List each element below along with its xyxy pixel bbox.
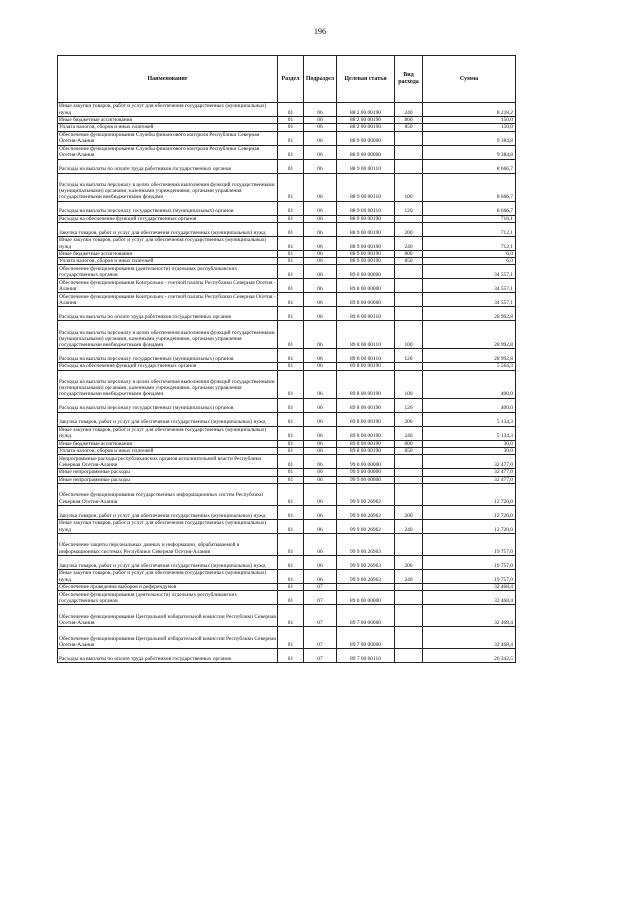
row-podrazdel: 06 bbox=[304, 476, 337, 483]
row-podrazdel: 06 bbox=[304, 145, 337, 159]
row-podrazdel: 06 bbox=[304, 363, 337, 370]
row-name: Иные бюджетные ассигнования bbox=[58, 440, 278, 447]
row-podrazdel: 07 bbox=[304, 591, 337, 605]
table-row bbox=[58, 117, 516, 124]
row-podrazdel: 06 bbox=[304, 555, 337, 569]
row-podrazdel: 06 bbox=[304, 215, 337, 222]
row-sum: 30,0 bbox=[423, 440, 516, 447]
row-podrazdel: 06 bbox=[304, 321, 337, 349]
row-name: Обеспечение функционирования государственных информационных систем Республики Северная Осетия-Алания bbox=[58, 483, 278, 505]
row-sum: 32 468,4 bbox=[423, 605, 516, 627]
row-vid: 200 bbox=[395, 555, 423, 569]
row-razdel: 01 bbox=[278, 117, 304, 124]
row-razdel: 01 bbox=[278, 363, 304, 370]
row-razdel: 01 bbox=[278, 349, 304, 363]
table-row bbox=[58, 455, 516, 469]
row-name: Обеспечение функционирования Службы финансового контроля Республики Северная Осетия-Алания bbox=[58, 145, 278, 159]
table-row bbox=[58, 307, 516, 321]
table-row bbox=[58, 583, 516, 590]
row-podrazdel: 06 bbox=[304, 519, 337, 533]
table-row bbox=[58, 627, 516, 649]
row-name: Иные закупки товаров, работ и услуг для обеспечения государственных (муниципальных) нужд bbox=[58, 519, 278, 533]
row-target: 89 8 00 00110 bbox=[337, 321, 395, 349]
table-body bbox=[58, 103, 516, 663]
row-name: Расходы на выплаты по оплате труда работников государственных органов bbox=[58, 649, 278, 663]
row-razdel: 01 bbox=[278, 293, 304, 307]
table-row bbox=[58, 173, 516, 201]
row-target: 89 7 00 00000 bbox=[337, 627, 395, 649]
row-target: 99 9 00 26963 bbox=[337, 533, 395, 555]
page-number: 196 bbox=[314, 27, 326, 36]
row-podrazdel: 06 bbox=[304, 201, 337, 215]
row-razdel: 01 bbox=[278, 215, 304, 222]
row-sum: 32 477,0 bbox=[423, 469, 516, 476]
row-razdel: 01 bbox=[278, 173, 304, 201]
table-row bbox=[58, 519, 516, 533]
row-target: 88 9 00 00110 bbox=[337, 201, 395, 215]
row-podrazdel: 07 bbox=[304, 583, 337, 590]
row-name: Иные закупки товаров, работ и услуг для обеспечения государственных (муниципальных) нужд bbox=[58, 569, 278, 583]
row-sum: 32 468,4 bbox=[423, 591, 516, 605]
row-name: Закупка товаров, работ и услуг для обеспечения государственных (муниципальных) нужд bbox=[58, 555, 278, 569]
row-podrazdel: 06 bbox=[304, 426, 337, 440]
row-vid bbox=[395, 649, 423, 663]
row-razdel: 01 bbox=[278, 103, 304, 117]
row-name: Расходы на выплаты персоналу в целях обеспечения выполнения функций государственными (муниципальными) органами, казенными учреждениями, органами управления государственными внебюджетными фондами bbox=[58, 370, 278, 398]
row-name: Уплата налогов, сборов и иных платежей bbox=[58, 448, 278, 455]
row-podrazdel: 06 bbox=[304, 440, 337, 447]
row-razdel: 01 bbox=[278, 533, 304, 555]
row-target: 99 9 00 26963 bbox=[337, 555, 395, 569]
table-header-row bbox=[58, 56, 516, 103]
row-vid: 200 bbox=[395, 412, 423, 426]
row-sum: 5 134,3 bbox=[423, 426, 516, 440]
row-podrazdel: 06 bbox=[304, 117, 337, 124]
row-razdel: 01 bbox=[278, 519, 304, 533]
row-target: 89 8 00 00190 bbox=[337, 426, 395, 440]
row-razdel: 01 bbox=[278, 279, 304, 293]
row-target: 99 9 00 26963 bbox=[337, 569, 395, 583]
row-vid: 240 bbox=[395, 236, 423, 250]
row-name: Расходы на выплаты персоналу государственных (муниципальных) органов bbox=[58, 349, 278, 363]
row-target: 89 8 00 00190 bbox=[337, 363, 395, 370]
table-row bbox=[58, 649, 516, 663]
row-name: Уплата налогов, сборов и иных платежей bbox=[58, 124, 278, 131]
row-razdel: 01 bbox=[278, 649, 304, 663]
row-sum: 28 992,8 bbox=[423, 307, 516, 321]
row-name: Иные закупки товаров, работ и услуг для обеспечения государственных (муниципальных) нужд bbox=[58, 236, 278, 250]
row-podrazdel: 06 bbox=[304, 236, 337, 250]
row-vid: 850 bbox=[395, 258, 423, 265]
row-name: Непрограммные расходы республиканских органов исполнительной власти Республики Северная Осетия-Алания bbox=[58, 455, 278, 469]
row-name: Иные непрограммные расходы bbox=[58, 469, 278, 476]
row-podrazdel: 06 bbox=[304, 103, 337, 117]
row-target: 89 8 00 00190 bbox=[337, 412, 395, 426]
row-razdel: 01 bbox=[278, 201, 304, 215]
row-name: Иные бюджетные ассигнования bbox=[58, 250, 278, 257]
row-target: 89 0 00 00000 bbox=[337, 265, 395, 279]
row-podrazdel: 06 bbox=[304, 533, 337, 555]
row-vid bbox=[395, 159, 423, 173]
table-row bbox=[58, 124, 516, 131]
row-vid: 240 bbox=[395, 103, 423, 117]
row-sum: 34 557,1 bbox=[423, 265, 516, 279]
table-row bbox=[58, 145, 516, 159]
row-razdel: 01 bbox=[278, 398, 304, 412]
table-row bbox=[58, 363, 516, 370]
row-podrazdel: 06 bbox=[304, 279, 337, 293]
row-vid bbox=[395, 145, 423, 159]
row-target: 89 7 00 00110 bbox=[337, 649, 395, 663]
row-razdel: 01 bbox=[278, 258, 304, 265]
row-vid: 800 bbox=[395, 440, 423, 447]
row-vid: 200 bbox=[395, 505, 423, 519]
row-podrazdel: 06 bbox=[304, 258, 337, 265]
row-razdel: 01 bbox=[278, 145, 304, 159]
row-razdel: 01 bbox=[278, 236, 304, 250]
row-podrazdel: 06 bbox=[304, 455, 337, 469]
row-sum: 34 557,1 bbox=[423, 279, 516, 293]
row-target: 88 2 00 00190 bbox=[337, 103, 395, 117]
row-sum: 8 666,7 bbox=[423, 201, 516, 215]
row-vid bbox=[395, 583, 423, 590]
table-row bbox=[58, 321, 516, 349]
row-vid bbox=[395, 363, 423, 370]
row-razdel: 01 bbox=[278, 440, 304, 447]
row-name: Расходы на выплаты по оплате труда работников государственных органов bbox=[58, 159, 278, 173]
table-row bbox=[58, 469, 516, 476]
row-target: 88 9 00 00190 bbox=[337, 236, 395, 250]
row-vid: 800 bbox=[395, 250, 423, 257]
row-target: 89 8 00 00000 bbox=[337, 279, 395, 293]
row-razdel: 01 bbox=[278, 448, 304, 455]
row-target: 88 9 00 00190 bbox=[337, 222, 395, 236]
row-vid: 850 bbox=[395, 124, 423, 131]
row-sum: 718,1 bbox=[423, 215, 516, 222]
row-vid bbox=[395, 483, 423, 505]
row-target bbox=[337, 583, 395, 590]
table-row bbox=[58, 505, 516, 519]
table-row bbox=[58, 222, 516, 236]
row-podrazdel: 06 bbox=[304, 124, 337, 131]
table-row bbox=[58, 398, 516, 412]
row-name: Уплата налогов, сборов и иных платежей bbox=[58, 258, 278, 265]
row-podrazdel: 06 bbox=[304, 412, 337, 426]
table-row bbox=[58, 426, 516, 440]
row-razdel: 01 bbox=[278, 483, 304, 505]
row-razdel: 01 bbox=[278, 627, 304, 649]
row-podrazdel: 07 bbox=[304, 605, 337, 627]
table-row bbox=[58, 236, 516, 250]
row-vid: 120 bbox=[395, 398, 423, 412]
row-sum: 6,0 bbox=[423, 258, 516, 265]
row-target: 89 8 00 00110 bbox=[337, 349, 395, 363]
row-target: 89 8 00 00000 bbox=[337, 293, 395, 307]
row-target: 89 8 00 00190 bbox=[337, 440, 395, 447]
row-sum: 34 557,1 bbox=[423, 293, 516, 307]
header-podrazdel: Подраздел bbox=[304, 56, 337, 103]
table-row bbox=[58, 483, 516, 505]
row-sum: 12 720,0 bbox=[423, 483, 516, 505]
row-sum: 8 666,7 bbox=[423, 159, 516, 173]
row-sum: 5 134,3 bbox=[423, 412, 516, 426]
row-podrazdel: 07 bbox=[304, 627, 337, 649]
row-name: Обеспечение функционирования Контрольно - счетной палаты Республики Северная Осетия - Алания bbox=[59, 279, 276, 293]
row-razdel: 01 bbox=[278, 591, 304, 605]
row-podrazdel: 06 bbox=[304, 569, 337, 583]
row-name: Иные закупки товаров, работ и услуг для обеспечения государственных (муниципальных) нужд bbox=[58, 103, 278, 117]
row-podrazdel: 07 bbox=[304, 649, 337, 663]
row-target: 99 9 00 00000 bbox=[337, 476, 395, 483]
row-target: 88 9 00 00190 bbox=[337, 215, 395, 222]
row-sum: 400,0 bbox=[423, 370, 516, 398]
row-sum: 12 720,0 bbox=[423, 505, 516, 519]
row-vid bbox=[395, 131, 423, 145]
row-razdel: 01 bbox=[278, 265, 304, 279]
row-vid: 100 bbox=[395, 370, 423, 398]
row-name: Обеспечение функционирования Центральной избирательной комиссии Республики Северная Осетия-Алания bbox=[58, 605, 278, 627]
row-sum: 26 342,5 bbox=[423, 649, 516, 663]
table-row bbox=[58, 412, 516, 426]
row-target: 89 8 00 00190 bbox=[337, 370, 395, 398]
row-target: 99 0 00 00000 bbox=[337, 455, 395, 469]
row-sum: 19 757,0 bbox=[423, 533, 516, 555]
row-vid bbox=[395, 627, 423, 649]
table-row bbox=[58, 215, 516, 222]
row-razdel: 01 bbox=[278, 476, 304, 483]
row-podrazdel: 06 bbox=[304, 307, 337, 321]
row-vid: 240 bbox=[395, 569, 423, 583]
table-row bbox=[58, 201, 516, 215]
row-sum: 712,1 bbox=[423, 222, 516, 236]
row-name: Расходы на обеспечение функций государственных органов bbox=[58, 363, 278, 370]
row-podrazdel: 06 bbox=[304, 349, 337, 363]
row-sum: 32 477,0 bbox=[423, 476, 516, 483]
row-podrazdel: 06 bbox=[304, 398, 337, 412]
row-name: Обеспечение функционирования Центральной избирательной комиссии Республики Северная Осетия-Алания bbox=[58, 627, 278, 649]
table-row bbox=[58, 440, 516, 447]
row-vid: 240 bbox=[395, 426, 423, 440]
row-sum: 32 468,4 bbox=[423, 627, 516, 649]
row-target: 88 2 00 00190 bbox=[337, 117, 395, 124]
row-razdel: 01 bbox=[278, 569, 304, 583]
row-target: 88 9 00 00110 bbox=[337, 173, 395, 201]
row-sum: 150,0 bbox=[423, 124, 516, 131]
row-name: Обеспечение функционирования (деятельности) отдельных республиканских государственных органов bbox=[58, 265, 278, 279]
row-sum: 150,0 bbox=[423, 117, 516, 124]
row-sum: 6,0 bbox=[423, 250, 516, 257]
row-name: Обеспечение функционирования Контрольно - счетной палаты Республики Северная Осетия - Алания bbox=[59, 293, 276, 307]
row-vid: 200 bbox=[395, 222, 423, 236]
row-name: Расходы на выплаты персоналу государственных (муниципальных) органов bbox=[58, 201, 278, 215]
row-name: Обеспечение проведения выборов и референдумов bbox=[58, 583, 278, 590]
row-name: Обеспечение защиты персональных данных и информации, обрабатываемой в информационных системах Республики Северная Осетия-Алания bbox=[58, 533, 278, 555]
row-target: 89 7 00 00000 bbox=[337, 605, 395, 627]
table-row bbox=[58, 591, 516, 605]
table-row bbox=[58, 293, 516, 307]
row-vid: 240 bbox=[395, 519, 423, 533]
row-sum: 9 384,8 bbox=[423, 131, 516, 145]
row-vid bbox=[395, 605, 423, 627]
row-podrazdel: 06 bbox=[304, 293, 337, 307]
row-podrazdel: 06 bbox=[304, 469, 337, 476]
table-row bbox=[58, 159, 516, 173]
row-target: 88 9 00 00190 bbox=[337, 250, 395, 257]
row-vid bbox=[395, 307, 423, 321]
row-razdel: 01 bbox=[278, 124, 304, 131]
row-name: Обеспечение функционирования Службы финансового контроля Республики Северная Осетия-Алания bbox=[58, 131, 278, 145]
row-vid bbox=[395, 293, 423, 307]
row-target: 89 0 00 00000 bbox=[337, 591, 395, 605]
row-target: 89 8 00 00190 bbox=[337, 448, 395, 455]
row-target: 88 9 00 00000 bbox=[337, 145, 395, 159]
row-name: Расходы на выплаты персоналу в целях обеспечения выполнения функций государственными (муниципальными) органами, казенными учреждениями, органами управления государственными внебюджетными фондами bbox=[58, 173, 278, 201]
row-sum: 712,1 bbox=[423, 236, 516, 250]
row-razdel: 01 bbox=[278, 412, 304, 426]
row-vid: 850 bbox=[395, 448, 423, 455]
row-sum: 28 992,8 bbox=[423, 349, 516, 363]
row-sum: 32 468,4 bbox=[423, 583, 516, 590]
row-vid bbox=[395, 476, 423, 483]
row-razdel: 01 bbox=[278, 250, 304, 257]
row-sum: 19 757,0 bbox=[423, 569, 516, 583]
header-target: Целевая статья bbox=[337, 56, 395, 103]
table-row bbox=[58, 370, 516, 398]
row-podrazdel: 06 bbox=[304, 448, 337, 455]
row-name: Иные закупки товаров, работ и услуг для обеспечения государственных (муниципальных) нужд bbox=[58, 426, 278, 440]
row-podrazdel: 06 bbox=[304, 250, 337, 257]
row-podrazdel: 06 bbox=[304, 505, 337, 519]
table-row bbox=[58, 448, 516, 455]
row-vid bbox=[395, 469, 423, 476]
row-name: Иные непрограммные расходы bbox=[58, 476, 278, 483]
row-vid: 100 bbox=[395, 173, 423, 201]
row-target: 88 9 00 00190 bbox=[337, 258, 395, 265]
row-razdel: 01 bbox=[278, 222, 304, 236]
row-vid: 800 bbox=[395, 117, 423, 124]
row-name: Закупка товаров, работ и услуг для обеспечения государственных (муниципальных) нужд bbox=[58, 505, 278, 519]
budget-table bbox=[57, 55, 516, 663]
row-podrazdel: 06 bbox=[304, 159, 337, 173]
row-podrazdel: 06 bbox=[304, 370, 337, 398]
row-sum: 32 477,0 bbox=[423, 455, 516, 469]
row-target: 99 9 00 00000 bbox=[337, 469, 395, 476]
table-row bbox=[58, 265, 516, 279]
row-vid: 120 bbox=[395, 201, 423, 215]
row-vid bbox=[395, 215, 423, 222]
row-name: Расходы на выплаты по оплате труда работников государственных органов bbox=[58, 307, 278, 321]
row-razdel: 01 bbox=[278, 605, 304, 627]
row-podrazdel: 06 bbox=[304, 265, 337, 279]
row-podrazdel: 06 bbox=[304, 131, 337, 145]
row-razdel: 01 bbox=[278, 469, 304, 476]
table-row bbox=[58, 476, 516, 483]
table-row bbox=[58, 258, 516, 265]
table-row bbox=[58, 279, 516, 293]
row-target: 99 9 00 26962 bbox=[337, 505, 395, 519]
header-vid: Вид расхода bbox=[395, 56, 423, 103]
row-podrazdel: 06 bbox=[304, 483, 337, 505]
row-target: 89 8 00 00190 bbox=[337, 398, 395, 412]
row-target: 99 9 00 26962 bbox=[337, 483, 395, 505]
row-vid: 100 bbox=[395, 321, 423, 349]
row-razdel: 01 bbox=[278, 321, 304, 349]
row-razdel: 01 bbox=[278, 505, 304, 519]
row-vid bbox=[395, 279, 423, 293]
row-sum: 8 218,2 bbox=[423, 103, 516, 117]
row-sum: 8 666,7 bbox=[423, 173, 516, 201]
row-sum: 5 564,3 bbox=[423, 363, 516, 370]
table-row bbox=[58, 349, 516, 363]
row-sum: 12 720,0 bbox=[423, 519, 516, 533]
row-podrazdel: 06 bbox=[304, 222, 337, 236]
row-target: 88 9 00 00110 bbox=[337, 159, 395, 173]
row-name: Обеспечение функционирования (деятельности) отдельных республиканских государственных органов bbox=[58, 591, 278, 605]
row-name: Иные бюджетные ассигнования bbox=[58, 117, 278, 124]
row-vid bbox=[395, 533, 423, 555]
row-vid: 120 bbox=[395, 349, 423, 363]
table-row bbox=[58, 131, 516, 145]
header-name: Наименование bbox=[58, 56, 278, 103]
header-sum: Сумма bbox=[423, 56, 516, 103]
row-vid bbox=[395, 265, 423, 279]
table-row bbox=[58, 250, 516, 257]
table-row bbox=[58, 555, 516, 569]
row-razdel: 01 bbox=[278, 583, 304, 590]
table-row bbox=[58, 533, 516, 555]
row-vid bbox=[395, 591, 423, 605]
header-razdel: Раздел bbox=[278, 56, 304, 103]
row-razdel: 01 bbox=[278, 555, 304, 569]
row-target: 88 9 00 00000 bbox=[337, 131, 395, 145]
row-sum: 30,0 bbox=[423, 448, 516, 455]
row-razdel: 01 bbox=[278, 370, 304, 398]
row-razdel: 01 bbox=[278, 307, 304, 321]
row-target: 88 2 00 00190 bbox=[337, 124, 395, 131]
row-sum: 28 992,8 bbox=[423, 321, 516, 349]
row-sum: 9 384,8 bbox=[423, 145, 516, 159]
row-name: Расходы на выплаты персоналу государственных (муниципальных) органов bbox=[58, 398, 278, 412]
row-name: Закупка товаров, работ и услуг для обеспечения государственных (муниципальных) нужд bbox=[58, 412, 278, 426]
row-name: Закупка товаров, работ и услуг для обеспечения государственных (муниципальных) нужд bbox=[58, 222, 278, 236]
table-row bbox=[58, 605, 516, 627]
row-name: Расходы на обеспечение функций государственных органов bbox=[58, 215, 278, 222]
table-row bbox=[58, 569, 516, 583]
row-razdel: 01 bbox=[278, 455, 304, 469]
row-target: 99 9 00 26962 bbox=[337, 519, 395, 533]
row-podrazdel: 06 bbox=[304, 173, 337, 201]
row-vid bbox=[395, 455, 423, 469]
row-name: Расходы на выплаты персоналу в целях обеспечения выполнения функций государственными (муниципальными) органами, казенными учреждениями, органами управления государственными внебюджетными фондами bbox=[58, 321, 278, 349]
row-target: 89 8 00 00110 bbox=[337, 307, 395, 321]
table-row bbox=[58, 103, 516, 117]
row-razdel: 01 bbox=[278, 159, 304, 173]
row-sum: 400,0 bbox=[423, 398, 516, 412]
row-razdel: 01 bbox=[278, 131, 304, 145]
row-sum: 19 757,0 bbox=[423, 555, 516, 569]
row-razdel: 01 bbox=[278, 426, 304, 440]
